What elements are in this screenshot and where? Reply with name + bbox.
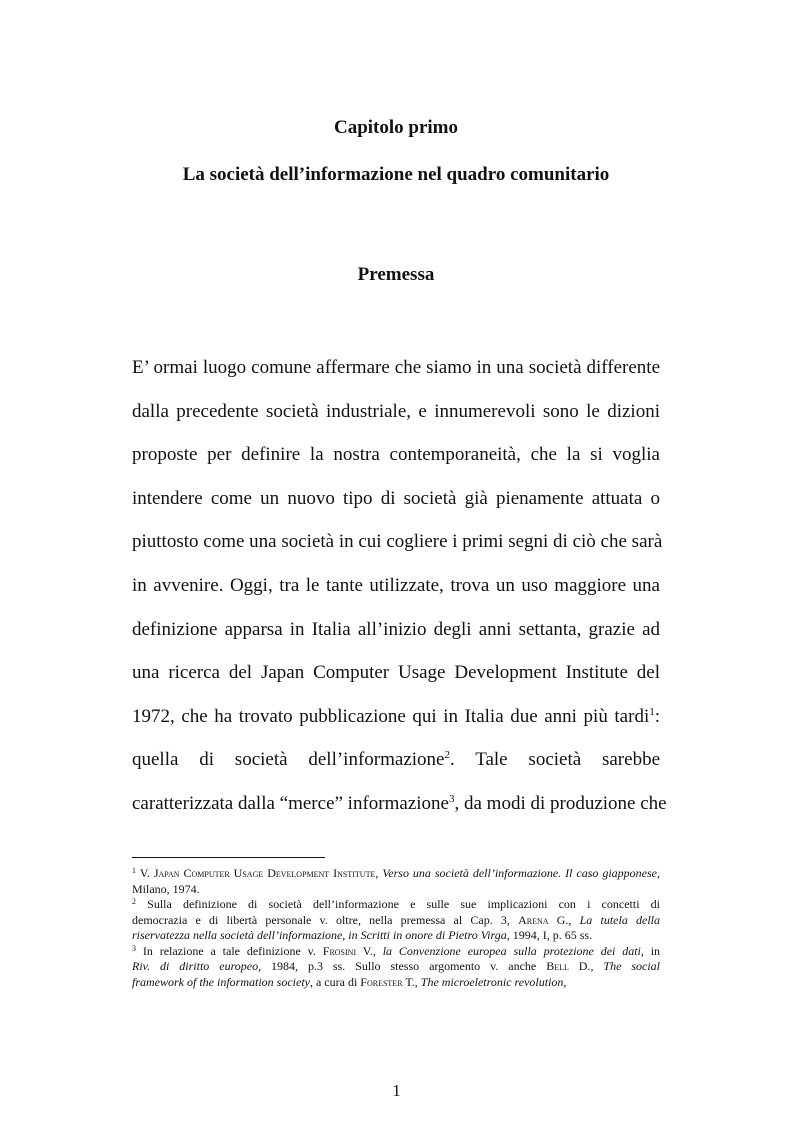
footnote-text: , 1994, I, p. 65 ss. [506,928,593,942]
footnote-text: , [590,959,594,973]
footnote-text: Milano, 1974. [132,881,200,896]
footnote-3-marker: 3 [132,943,136,953]
body-line: definizione apparsa in Italia all’inizio degli anni settanta, grazie ad [132,618,660,640]
footnote-journal: Riv. di diritto europeo [132,959,259,973]
footnote-text: , in [640,943,661,958]
body-text-segment: 1972, che ha trovato pubblicazione qui in Italia due anni più tardi [132,705,650,727]
footnote-text: V. [139,866,150,880]
page-number: 1 [392,1081,401,1100]
footnote-2-marker: 2 [132,897,136,906]
body-paragraph [132,353,667,833]
footnote-3-line-2 [132,959,660,975]
footnote-author: Forester T. [360,974,415,989]
body-line [132,789,667,833]
footnote-2-line-3 [132,928,660,944]
footnote-author: Frosini V. [322,943,373,958]
footnote-title: riservatezza nella società dell’informazione, in Scritti in onore di Pietro Virga [132,928,507,942]
footnote-text: , [372,943,376,958]
footnote-text: , [414,974,418,989]
body-line: intendere come un nuovo tipo di società già pienamente attuata o [132,487,660,509]
body-line: E’ ormai luogo comune affermare che siamo in una società differente [132,357,660,378]
footnote-title: The social [603,959,660,973]
footnote-author: Bell D. [546,959,591,973]
footnote-ref-1[interactable]: 1 [649,705,655,718]
footnote-2-line-1 [132,897,660,913]
footnote-text: , [568,912,572,927]
footnote-1-marker: 1 [132,866,136,875]
footnote-1-line-2 [132,882,660,898]
footnote-2-line-2 [132,913,660,929]
footnote-author: Arena G. [518,912,569,927]
body-line: dalla precedente società industriale, e innumerevoli sono le dizioni [132,400,660,422]
footnote-title: La tutela della [579,912,661,927]
body-text-segment: quella di società dell’informazione [132,749,445,771]
footnote-3-line-1 [132,944,660,960]
footnotes [132,866,660,990]
body-text-segment: : [654,705,660,727]
footnote-1-line-1 [132,866,660,882]
section-title: Premessa [357,264,435,285]
footnote-title: la Convenzione europea sulla protezione dei dati [382,943,641,958]
body-line [132,745,660,789]
chapter-subtitle: La società dell’informazione nel quadro comunitario [182,164,610,185]
body-text-segment: , da modi di produzione che [454,792,667,814]
footnote-text: Sulla definizione di società dell’informazione e sulle sue implicazioni con i concetti di [147,897,661,911]
body-line: proposte per definire la nostra contemporaneità, che la si voglia [132,444,660,466]
footnote-ref-3[interactable]: 3 [448,792,455,805]
footnote-title: The microeletronic revolution, [420,974,567,989]
footnote-title: Verso una società dell’informazione. Il caso giapponese, [382,866,660,880]
footnote-text: , [375,866,379,880]
footnote-author: Japan Computer Usage Development Institute [153,866,376,880]
footnote-text: democrazia e di libertà personale v. oltre, nella premessa al Cap. 3, [132,912,510,927]
body-line [132,702,660,746]
body-line: piuttosto come una società in cui cogliere i primi segni di ciò che sarà [132,531,663,553]
footnote-ref-2[interactable]: 2 [444,749,450,762]
body-line: una ricerca del Japan Computer Usage Development Institute del [132,662,660,684]
body-text-segment: caratterizzata dalla “merce” informazione [132,792,449,814]
footnote-text: , 1984, p.3 ss. Sullo stesso argomento v. anche [258,959,537,973]
footnote-3-line-3 [132,975,660,991]
chapter-title: Capitolo primo [333,117,459,138]
footnote-title: framework of the information society [132,974,310,989]
body-text-segment: . Tale società sarebbe [449,749,661,771]
footnote-text: , a cura di [309,974,358,989]
footnote-separator [132,857,325,858]
body-line: in avvenire. Oggi, tra le tante utilizzate, trova un uso maggiore una [132,574,660,596]
footnote-text: In relazione a tale definizione v. [142,943,316,958]
